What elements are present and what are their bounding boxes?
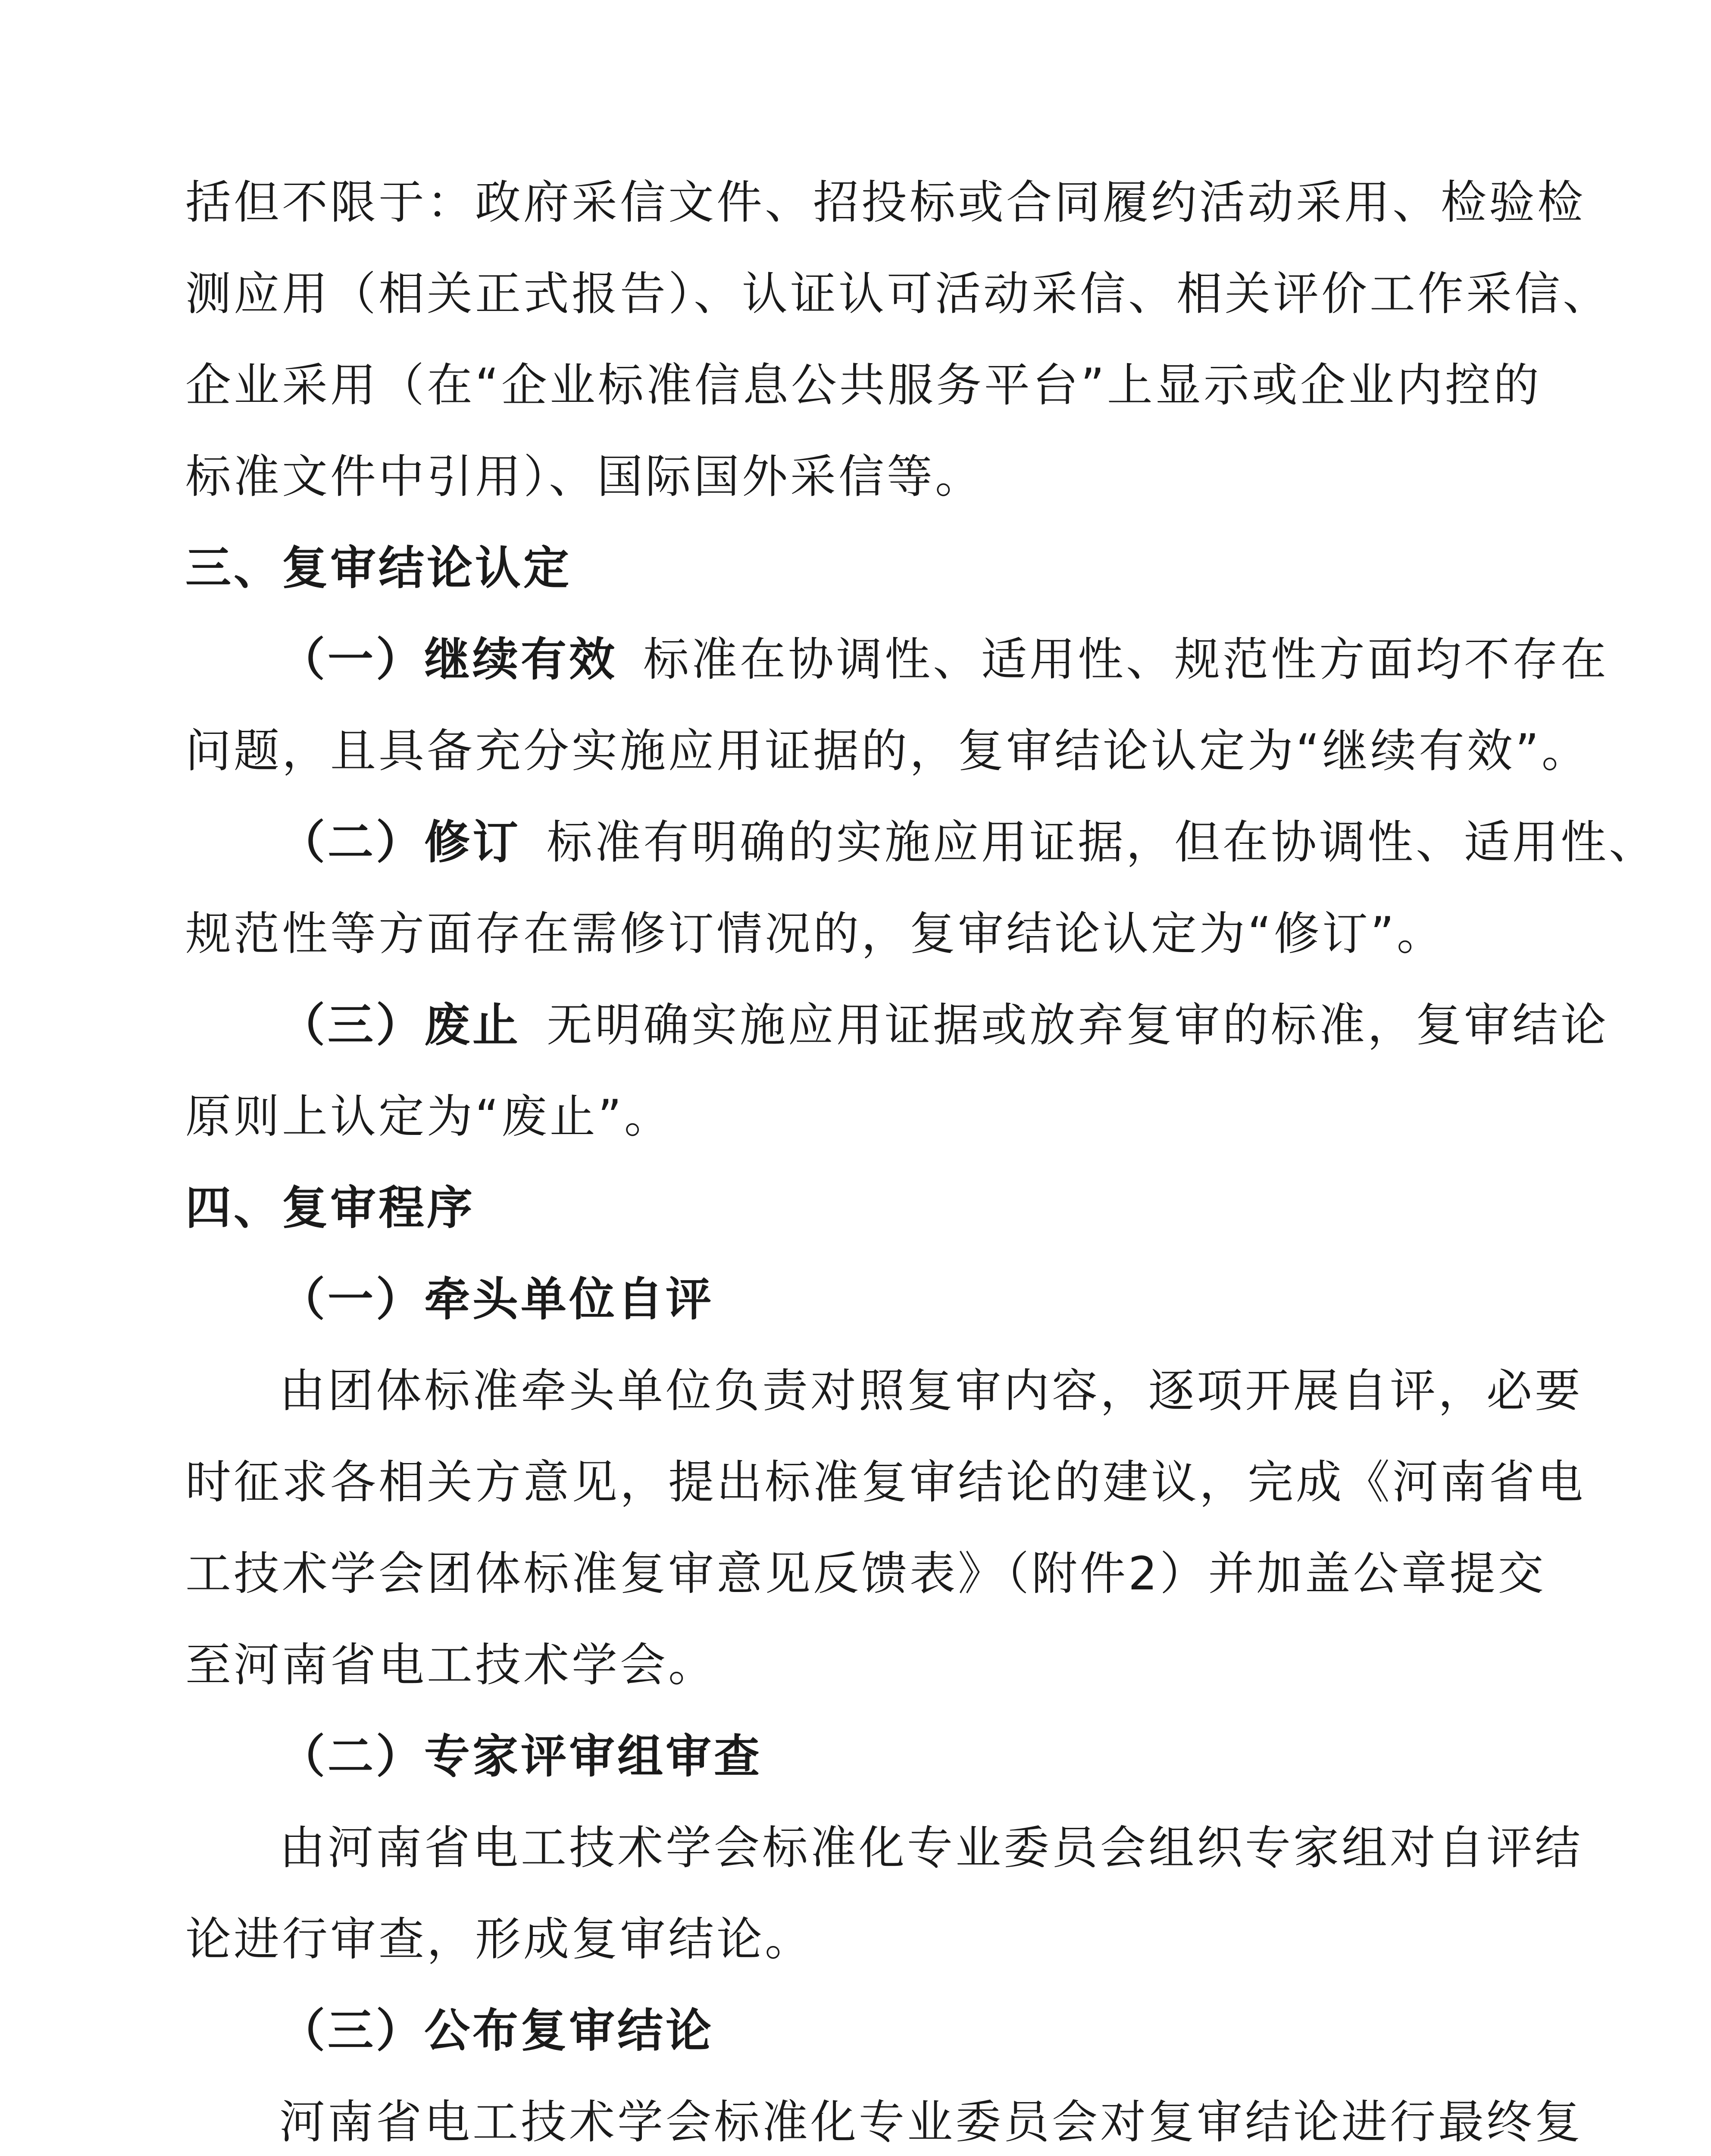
body-text-line: 原则上认定为“废止”。 <box>185 1090 673 1143</box>
subheading-publish-conclusion: （三）公布复审结论 <box>279 2004 714 2057</box>
body-text-line: 至河南省电工技术学会。 <box>185 1639 716 1692</box>
body-text-line: 由团体标准牵头单位负责对照复审内容，逐项开展自评，必要 <box>279 1364 1583 1417</box>
body-text-line: 问题，且具备充分实施应用证据的，复审结论认定为“继续有效”。 <box>185 724 1590 777</box>
subheading-expert-review: （二）专家评审组审查 <box>279 1730 762 1783</box>
term-description: 无明确实施应用证据或放弃复审的标准，复审结论 <box>547 999 1609 1052</box>
subheading-self-evaluation: （一）牵头单位自评 <box>279 1273 714 1326</box>
body-text-line: 由河南省电工技术学会标准化专业委员会组织专家组对自评结 <box>279 1821 1583 1874</box>
conclusion-item-abolish <box>279 995 1609 1056</box>
term-revise: （二）修订 <box>279 816 521 869</box>
body-text-line: 括但不限于：政府采信文件、招投标或合同履约活动采用、检验检 <box>185 176 1586 229</box>
term-description: 标准有明确的实施应用证据，但在协调性、适用性、 <box>547 816 1657 869</box>
term-abolish: （三）废止 <box>279 999 521 1052</box>
section-heading-review-conclusion: 三、复审结论认定 <box>185 542 572 595</box>
conclusion-item-continue-valid <box>279 630 1609 690</box>
body-text-line: 论进行审查，形成复审结论。 <box>185 1913 813 1966</box>
body-text-line: 标准文件中引用）、国际国外采信等。 <box>185 450 983 503</box>
body-text-line: 河南省电工技术学会标准化专业委员会对复审结论进行最终复 <box>279 2096 1583 2149</box>
section-heading-review-procedure: 四、复审程序 <box>185 1181 475 1235</box>
body-text-line: 测应用（相关正式报告）、认证认可活动采信、相关评价工作采信、 <box>185 267 1611 320</box>
body-text-line: 工技术学会团体标准复审意见反馈表》（附件2）并加盖公章提交 <box>185 1547 1546 1600</box>
body-text-line: 企业采用（在“企业标准信息公共服务平台”上显示或企业内控的 <box>185 359 1542 412</box>
term-continue-valid: （一）继续有效 <box>279 633 617 686</box>
body-text-line: 规范性等方面存在需修订情况的，复审结论认定为“修订”。 <box>185 907 1445 960</box>
conclusion-item-revise <box>279 812 1657 873</box>
term-description: 标准在协调性、适用性、规范性方面均不存在 <box>643 633 1609 686</box>
body-text-line: 时征求各相关方意见，提出标准复审结论的建议，完成《河南省电 <box>185 1456 1586 1509</box>
